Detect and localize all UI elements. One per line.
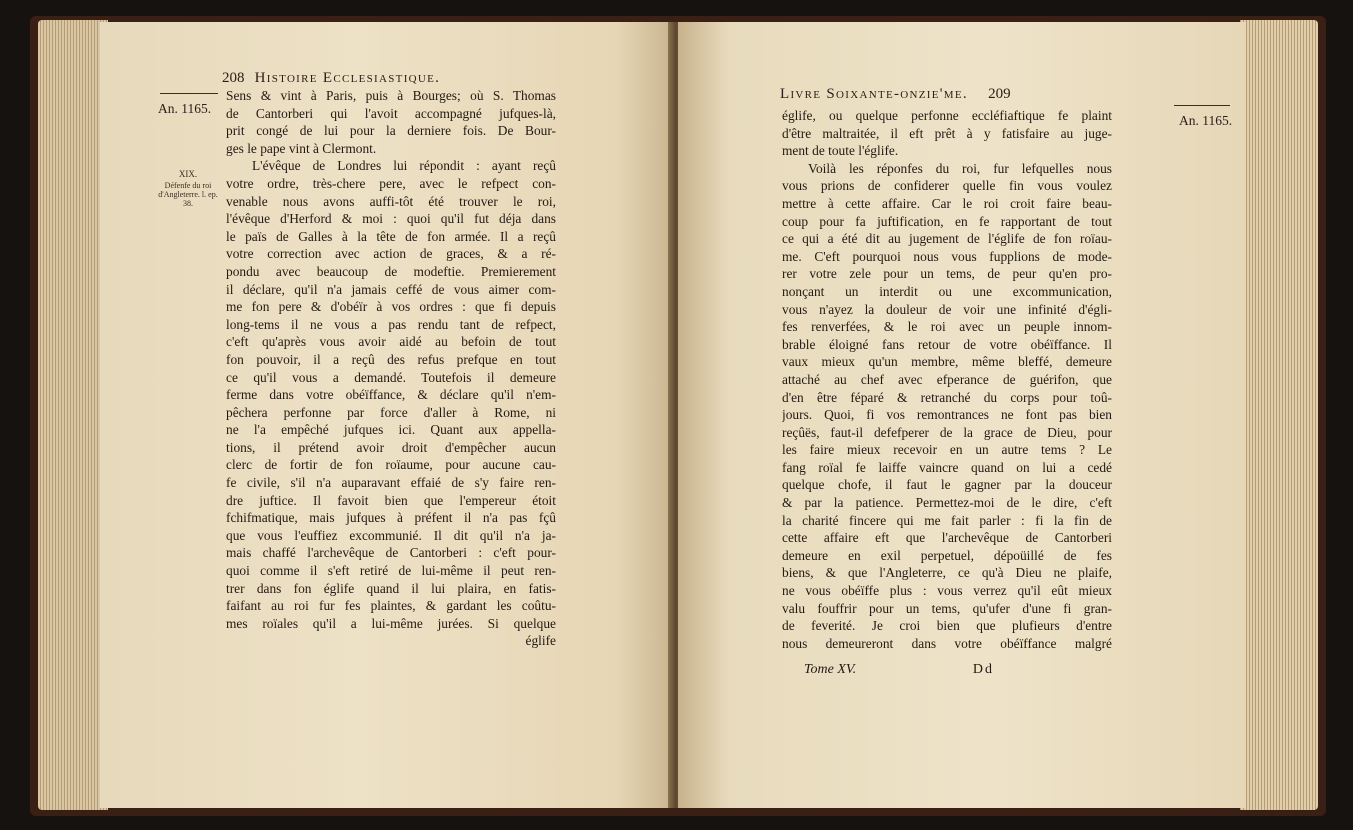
text-line: reçûës, faut-il defefperer de la grace de Dieu, pour xyxy=(782,424,1112,440)
left-header-title: Histoire Ecclesiastique. xyxy=(254,70,441,86)
text-line: jours. Quoi, fi vos remontrances ne font pas bien xyxy=(782,407,1112,423)
text-line: cette affaire eft que l'archevêque de Cantorberi xyxy=(782,530,1112,546)
text-line: quelque chofe, il faut le gagner par la douceur xyxy=(782,477,1112,493)
text-line: ne l'a empêché jufques ici. Quant aux appella- xyxy=(226,422,556,438)
text-line: mes roïales qu'il a lui-même jurées. Si quelque xyxy=(226,615,556,631)
text-line: ce qu'il vous a demandé. Toutefois il demeure xyxy=(226,369,556,385)
text-line: églife xyxy=(525,633,556,649)
right-page-number: 209 xyxy=(988,86,1011,102)
text-line: nonçant un interdit ou une excommunication, xyxy=(782,283,1112,299)
right-margin-year: An. 1165. xyxy=(1179,113,1233,128)
text-line: faifant au roi fur fes plaintes, & gardant les coûtu- xyxy=(226,598,556,614)
text-line: me. C'eft pourquoi nous vous fupplions de mode- xyxy=(782,248,1112,264)
text-line: pondu avec beaucoup de modeftie. Premierement xyxy=(226,263,556,279)
text-line: rer votre zele pour un tems, de peur qu'en pro- xyxy=(782,266,1112,282)
text-line: pêchera perfonne par force d'aller à Rome, ni xyxy=(226,404,556,420)
footer-volume: Tome XV. xyxy=(804,662,857,677)
text-line: biens, & que l'Angleterre, ce qu'à Dieu ne plaife, xyxy=(782,565,1112,581)
text-line: tions, il prétend avoir droit d'empêcher aucun xyxy=(226,439,556,455)
text-line: fang roïal fe laiffe vaincre quand on lui a cedé xyxy=(782,459,1112,475)
left-body-text xyxy=(226,87,556,650)
text-line: nous demeureront dans votre obéïffance malgré xyxy=(782,635,1112,651)
text-line: Sens & vint à Paris, puis à Bourges; où S. Thomas xyxy=(226,88,556,103)
text-line: de Cantorberi qui l'avoit accompagné jufques-là, xyxy=(226,105,556,121)
left-page-edges xyxy=(38,20,108,810)
text-line: mettre à cette affaire. Car le roi croit faire beau- xyxy=(782,195,1112,211)
left-margin-year: An. 1165. xyxy=(158,101,212,116)
text-line: mais chaffé l'archevêque de Cantorberi : c'eft pour- xyxy=(226,545,556,561)
footer-signature-mark: Dd xyxy=(972,662,994,677)
text-line: votre correction avec action de graces, & a ré- xyxy=(226,246,556,262)
text-line: venable nous avons auffi-tôt été trouver le roi, xyxy=(226,193,556,209)
left-page xyxy=(100,22,674,808)
right-body-text xyxy=(782,107,1112,652)
text-line: & par la patience. Permettez-moi de le dire, c'eft xyxy=(782,495,1112,511)
text-line: me fon pere & d'obéïr à vos ordres : que fi depuis xyxy=(226,299,556,315)
text-line: il déclare, qu'il n'a jamais ceffé de vous aimer com- xyxy=(226,281,556,297)
text-line: clerc de fortir de fon roïaume, pour aucune cau- xyxy=(226,457,556,473)
right-running-head xyxy=(780,86,1011,103)
text-line: églife, ou quelque perfonne eccléfiaftique fe plaint xyxy=(782,108,1112,123)
text-line: l'évêque d'Herford & moi : quoi qu'il fut déja dans xyxy=(226,211,556,227)
margin-note-title: XIX. xyxy=(178,169,198,179)
text-line: trer dans fon églife quand il lui plaira, en fatis- xyxy=(226,580,556,596)
margin-note xyxy=(158,170,218,208)
text-line: de feverité. Je croi bien que plufieurs d'entre xyxy=(782,618,1112,634)
text-line: ges le pape vint à Clermont. xyxy=(226,140,377,156)
text-line: vous n'ayez la douleur de voir une infinité d'égli- xyxy=(782,301,1112,317)
right-page-edges xyxy=(1240,20,1318,810)
text-line: d'être maltraitée, il eft prêt à y fatisfaire au juge- xyxy=(782,125,1112,141)
text-line: c'eft qu'après vous avoir aidé au befoin de tout xyxy=(226,334,556,350)
text-line: L'évêque de Londres lui répondit : ayant reçû xyxy=(252,158,556,174)
left-running-head xyxy=(222,70,440,87)
text-line: Voilà les réponfes du roi, fur lefquelles nous xyxy=(808,160,1112,176)
text-line: vous prions de confiderer quelle fin vous voulez xyxy=(782,178,1112,194)
text-line: prit congé de lui pour la derniere fois. De Bour- xyxy=(226,123,556,139)
text-line: valu fouffrir pour un tems, qu'ufer d'une fi gran- xyxy=(782,600,1112,616)
text-line: ferme dans votre obéïffance, & déclare qu'il n'em- xyxy=(226,387,556,403)
text-line: fchifmatique, mais jufques à préfent il n'a pas fçû xyxy=(226,510,556,526)
text-line: demeure en exil perpetuel, dépoüillé de fes xyxy=(782,547,1112,563)
text-line: fe civile, s'il n'a auparavant effaié de s'y faire ren- xyxy=(226,475,556,491)
left-page-number: 208 xyxy=(222,70,245,86)
page-footer xyxy=(804,662,994,678)
right-page xyxy=(678,22,1246,808)
text-line: vaux mieux qu'un membre, même bleffé, demeure xyxy=(782,354,1112,370)
text-line: long-tems il ne vous a pas rendu tant de refpect, xyxy=(226,316,556,332)
text-line: brable éloigné fans retour de votre obéïffance. Il xyxy=(782,336,1112,352)
margin-note-text: Défenfe du roi d'Angleterre. l. ep. 38. xyxy=(158,181,218,208)
text-line: fes renverfées, & le roi avec un peuple innom- xyxy=(782,319,1112,335)
text-line: le païs de Galles à la tête de fon armée. Il a reçû xyxy=(226,228,556,244)
text-line: la charité fincere qui me fait parler : fi la fin de xyxy=(782,512,1112,528)
left-margin-rule xyxy=(160,93,218,94)
text-line: dre juftice. Il favoit bien que l'empereur étoit xyxy=(226,492,556,508)
text-line: que vous l'euffiez excommunié. Il dit qu'il n'a ja- xyxy=(226,527,556,543)
text-line: ne vous obéïffe plus : vous verrez qu'il eût mieux xyxy=(782,583,1112,599)
text-line: d'en être féparé & retranché du corps pour toû- xyxy=(782,389,1112,405)
text-line: quoi comme il s'eft retiré de lui-même il peut ren- xyxy=(226,563,556,579)
text-line: coup pour fa juftification, en fe rapportant de tout xyxy=(782,213,1112,229)
text-line: les faire mieux recevoir en un autre tems ? Le xyxy=(782,442,1112,458)
text-line: ce qui a été dit au jugement de l'églife de fon roïau- xyxy=(782,231,1112,247)
text-line: attaché au chef avec efperance de guérifon, que xyxy=(782,371,1112,387)
text-line: fon pouvoir, il a reçû des refus prefque en tout xyxy=(226,351,556,367)
text-line: ment de toute l'églife. xyxy=(782,143,899,159)
text-line: votre ordre, très-chere pere, avec le refpect con- xyxy=(226,175,556,191)
right-header-title: Livre Soixante-onzie'me. xyxy=(780,86,968,102)
right-margin-rule xyxy=(1174,105,1230,106)
